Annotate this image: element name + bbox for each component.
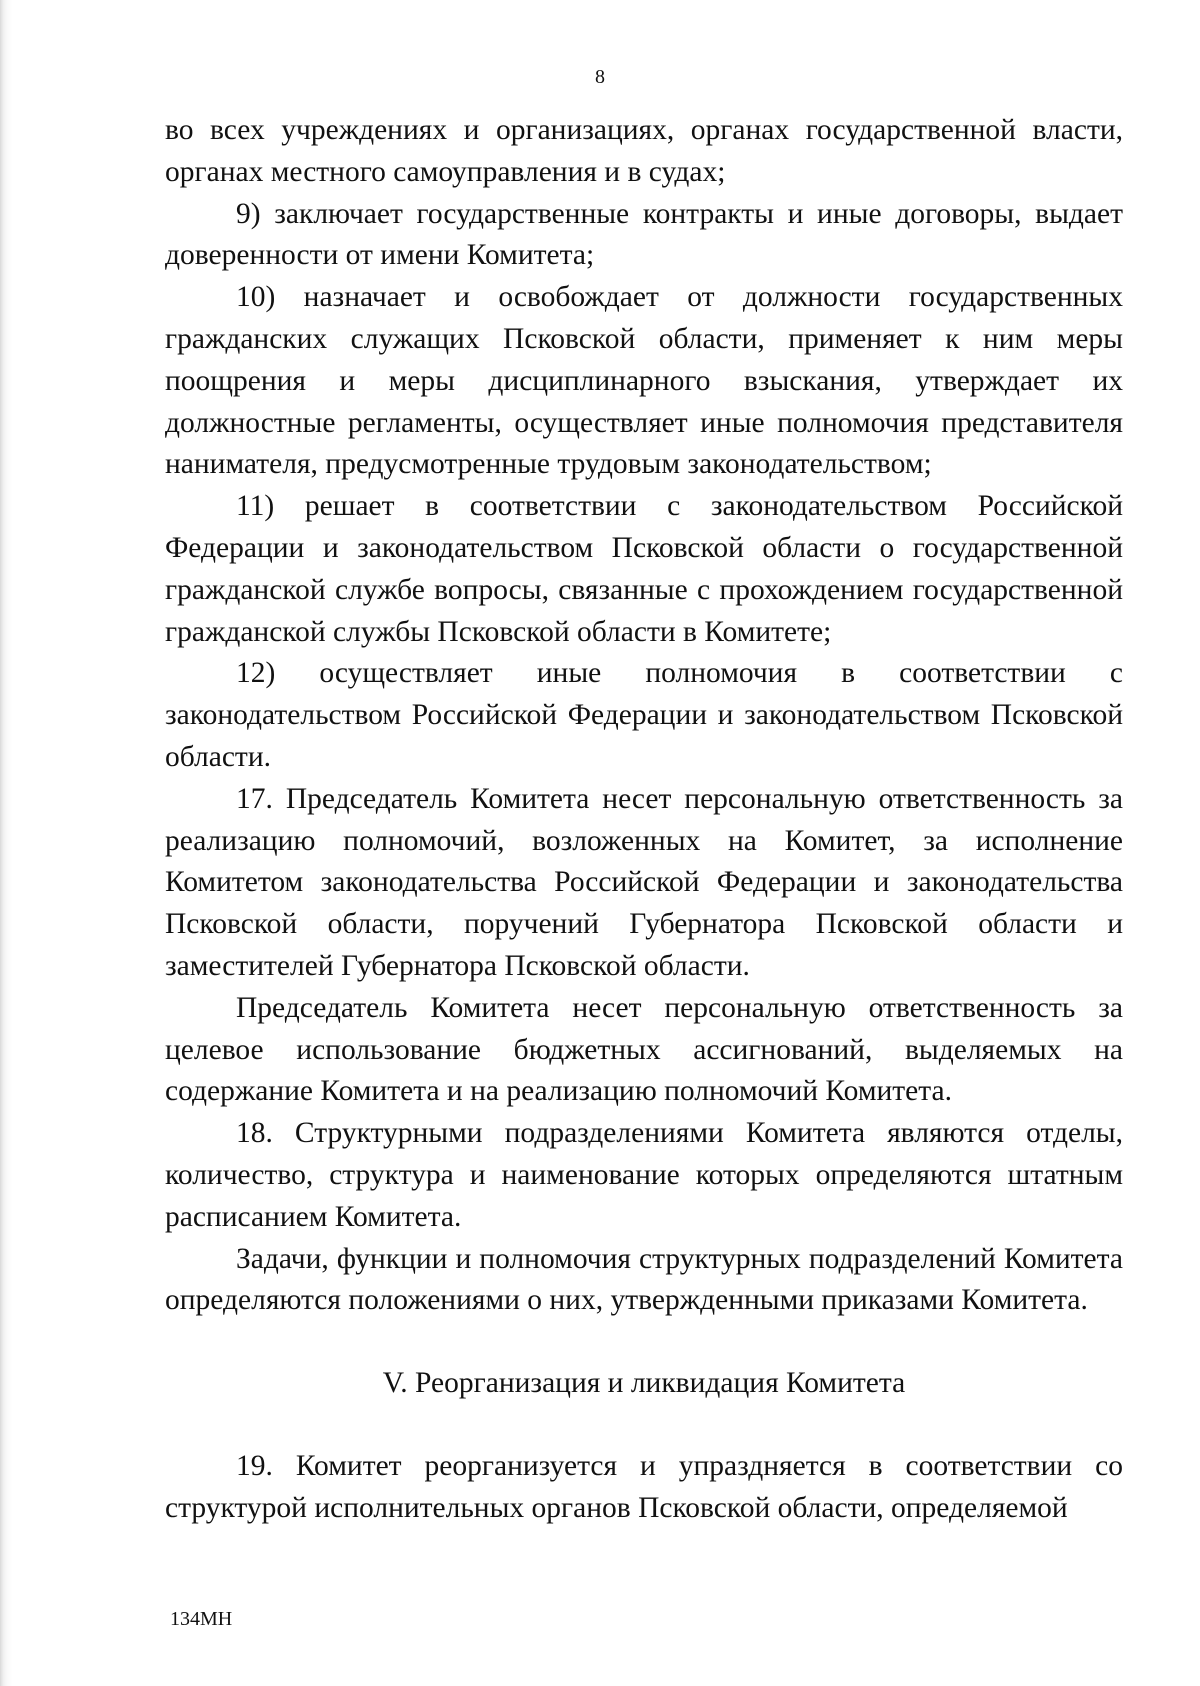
paragraph-clause-17-continued: Председатель Комитета несет персональную ответственность за целевое использование бюджетных ассигнований, выделяемых на содержание Комитета и на реализацию полномочий Комитета. <box>165 991 1123 1108</box>
paragraph-clause-18: 18. Структурными подразделениями Комитета являются отделы, количество, структура и наименование которых определяются штатным расписанием Комитета. <box>165 1117 1123 1233</box>
paragraph-clause-18-continued: Задачи, функции и полномочия структурных подразделений Комитета определяются положениями о них, утвержденными приказами Комитета. <box>165 1242 1123 1317</box>
paragraph-clause-19: 19. Комитет реорганизуется и упраздняется в соответствии со структурой исполнительных органов Псковской области, определяемой <box>165 1449 1123 1524</box>
scan-edge <box>0 0 12 1686</box>
paragraph-clause-17: 17. Председатель Комитета несет персональную ответственность за реализацию полномочий, возложенных на Комитет, за исполнение Комитетом законодательства Российской Федерации и законодательства Псковской области, поручений Губернатора Псковской области и заместителей Губернатора Псковской области. <box>165 782 1123 982</box>
page-number: 8 <box>595 66 605 88</box>
paragraph-continuation: во всех учреждениях и организациях, органах государственной власти, органах местного самоуправления и в судах; <box>165 114 1123 188</box>
section-heading: V. Реорганизация и ликвидация Комитета <box>382 1367 906 1400</box>
paragraph-item-11: 11) решает в соответствии с законодательством Российской Федерации и законодательством Псковской области о государственной гражданской службе вопросы, связанные с прохождением государственной гражданской службы Псковской области в Комитете; <box>165 490 1123 648</box>
paragraph-item-12: 12) осуществляет иные полномочия в соответствии с законодательством Российской Федерации и законодательством Псковской области. <box>165 657 1123 773</box>
paragraph-item-10: 10) назначает и освобождает от должности государственных гражданских служащих Псковской области, применяет к ним меры поощрения и меры дисциплинарного взыскания, утверждает их должностные регламенты, осуществляет иные полномочия представителя нанимателя, предусмотренные трудовым законодательством; <box>165 281 1123 481</box>
footer-document-code: 134МН <box>170 1608 233 1630</box>
document-body <box>165 110 1123 1530</box>
paragraph-item-9: 9) заключает государственные контракты и иные договоры, выдает доверенности от имени Комитета; <box>165 197 1123 272</box>
